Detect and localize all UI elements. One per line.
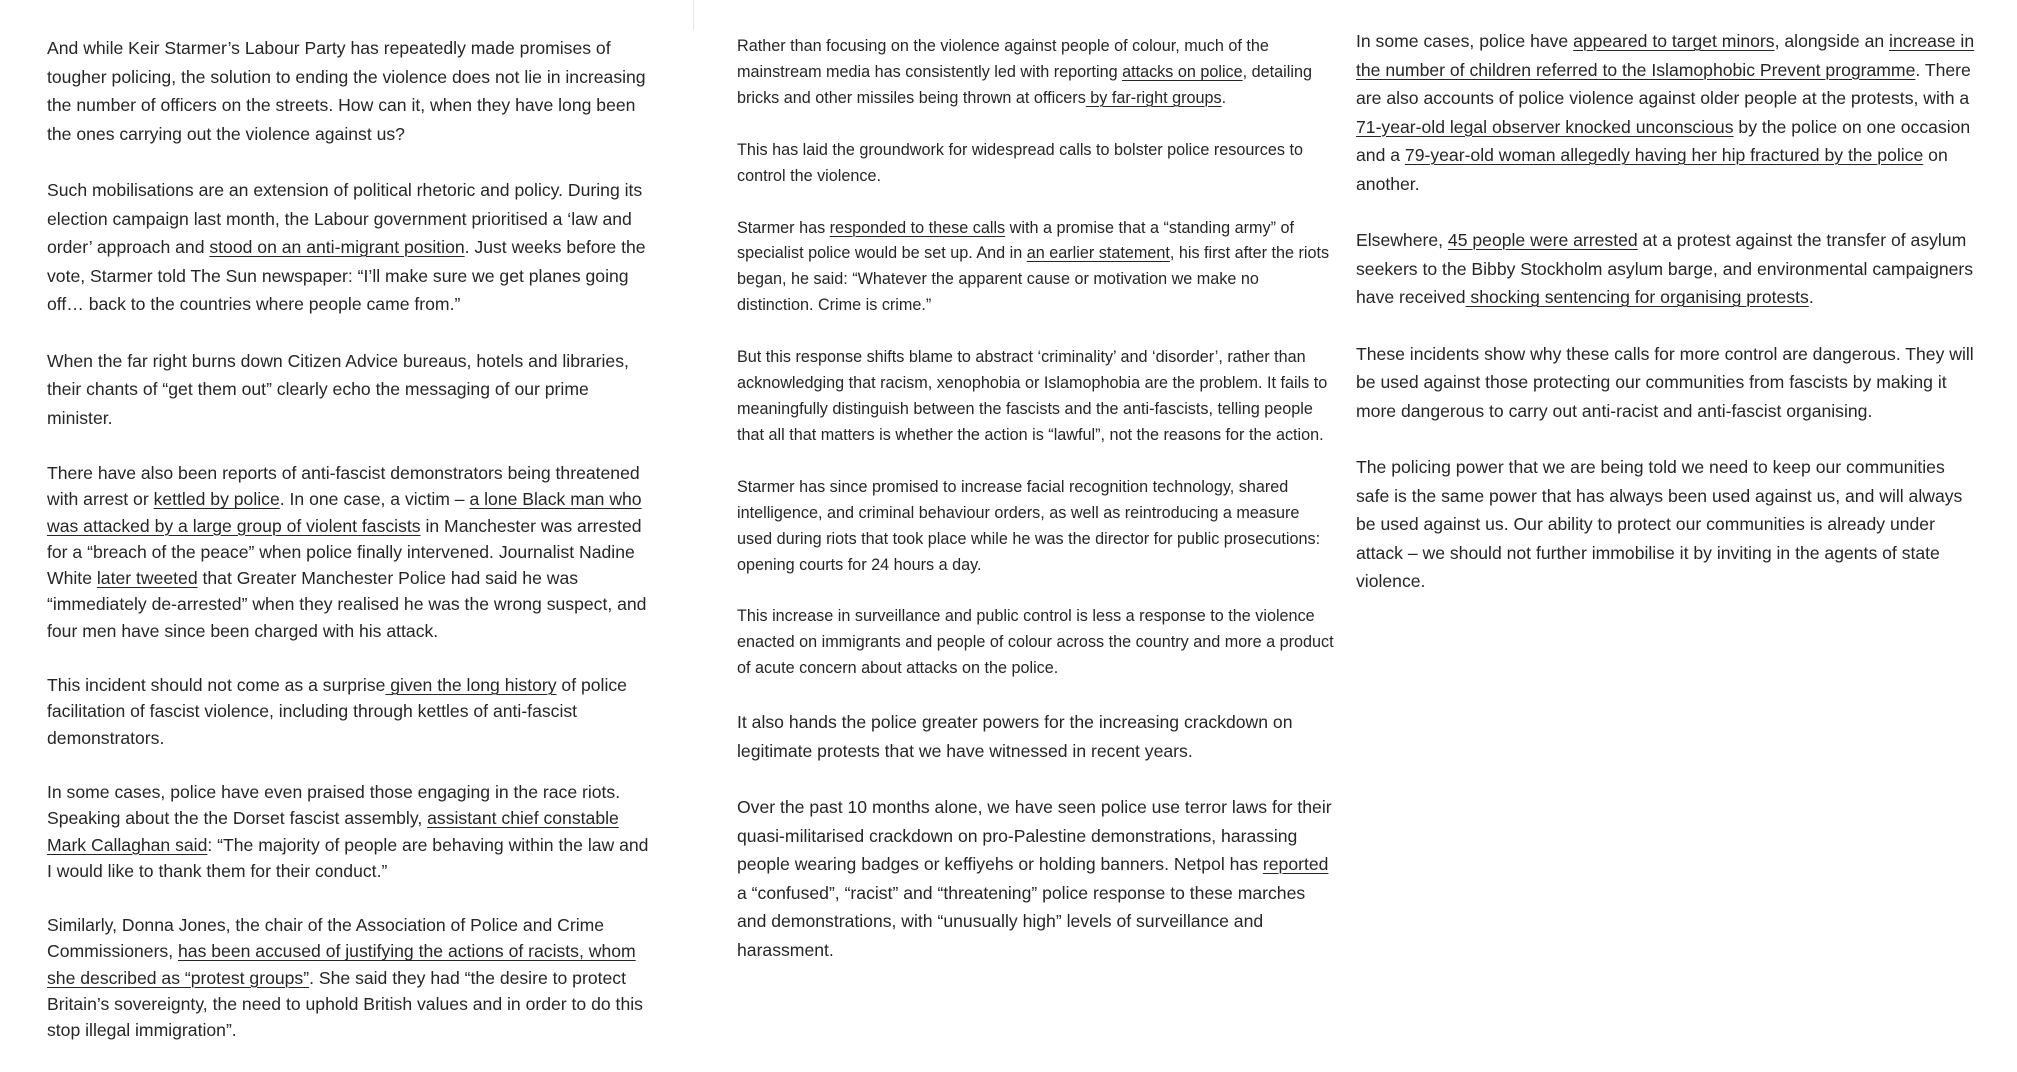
paragraph (1356, 453, 1976, 596)
inline-link[interactable]: 71-year-old legal observer knocked unconscious (1356, 116, 1734, 137)
text-run: in Manchester was arrested for a “breach of the peace” when police finally intervened. Journalist Nadine White (47, 515, 642, 589)
text-run: Such mobilisations are an extension of political rhetoric and policy. During its election campaign last month, the Labour government prioritised a ‘law and order’ approach and (47, 180, 643, 257)
text-run: , alongside an (1774, 31, 1890, 51)
inline-link[interactable]: a lone Black man who was attacked by a large group of violent fascists (47, 489, 642, 536)
text-run: It also hands the police greater powers for the increasing crackdown on legitimate protests that we have witnessed in recent years. (737, 712, 1293, 761)
text-run: , detailing bricks and other missiles being thrown at officers (737, 62, 1312, 107)
text-run: This has laid the groundwork for widespread calls to bolster police resources to control the violence. (737, 140, 1303, 185)
text-run: . She said they had “the desire to protect Britain’s sovereignty, the need to uphold British values and in order to do this stop illegal immigration”. (47, 967, 643, 1041)
paragraph (47, 34, 657, 148)
paragraph (47, 460, 657, 644)
article-column-2 (737, 34, 1337, 992)
text-run: And while Keir Starmer’s Labour Party has repeatedly made promises of tougher policing, the solution to ending the violence does not lie in increasing the number of officers on the streets. How can it, when they have long been the ones carrying out the violence against us? (47, 38, 646, 144)
text-run: on another. (1356, 145, 1948, 194)
paragraph (737, 793, 1337, 964)
text-run: . Just weeks before the vote, Starmer told The Sun newspaper: “I’ll make sure we get planes going off… back to the countries where people came from.” (47, 237, 646, 314)
inline-link[interactable]: stood on an anti-migrant position (209, 237, 465, 257)
paragraph (737, 216, 1337, 320)
text-run: by the police on one occasion and a (1356, 116, 1971, 165)
text-run: This incident should not come as a surprise (47, 675, 386, 696)
inline-link[interactable]: has been accused of justifying the actions of racists, whom she described as “protest groups” (47, 941, 636, 988)
paragraph (737, 604, 1337, 682)
article-column-3 (1356, 27, 1976, 624)
text-run: Starmer has (737, 218, 830, 237)
text-run: Elsewhere, (1356, 230, 1448, 250)
paragraph (47, 912, 657, 1043)
text-run: The policing power that we are being told we need to keep our communities safe is the same power that has always been used against us, and will always be used against us. Our ability to protect our communities is already under attack – we should not further immobilise it by inviting in the agents of state violence. (1356, 457, 1963, 591)
paragraph (47, 176, 657, 319)
paragraph (737, 345, 1337, 449)
paragraph (737, 138, 1337, 190)
paragraph (737, 475, 1337, 579)
text-run: Starmer has since promised to increase facial recognition technology, shared intelligence, and criminal behaviour orders, as well as reintroducing a measure used during riots that took place while he was the director for public prosecutions: opening courts for 24 hours a day. (737, 477, 1321, 574)
paragraph (1356, 340, 1976, 426)
text-run: This increase in surveillance and public control is less a response to the violence enacted on immigrants and people of colour across the country and more a product of acute concern about attacks on the police. (737, 607, 1334, 678)
inline-link[interactable]: assistant chief constable Mark Callaghan said (47, 808, 619, 855)
text-run: These incidents show why these calls for more control are dangerous. They will be used against those protecting our communities from fascists by making it more dangerous to carry out anti-racist and anti-fascist organising. (1356, 343, 1974, 421)
paragraph (737, 34, 1337, 112)
text-run: of police facilitation of fascist violence, including through kettles of anti-fascist demonstrators. (47, 675, 627, 748)
text-run: . In one case, a victim – (279, 489, 470, 510)
text-run: Rather than focusing on the violence against people of colour, much of the mainstream media has consistently led with reporting (737, 37, 1269, 81)
inline-link[interactable]: later tweeted (96, 568, 198, 589)
paragraph (47, 779, 657, 884)
inline-link[interactable]: by far-right groups (1085, 88, 1222, 107)
text-run: In some cases, police have even praised those engaging in the race riots. Speaking about the the Dorset fascist assembly, (47, 781, 621, 829)
text-run: , his first after the riots began, he said: “Whatever the apparent cause or motivation we make no distinction. Crime is crime.” (737, 244, 1330, 315)
text-run: But this response shifts blame to abstract ‘criminality’ and ‘disorder’, rather than acknowledging that racism, xenophobia or Islamophobia are the problem. It fails to meaningfully distinguish between the fascists and the anti-fascists, telling people that all that matters is whether the action is “lawful”, not the reasons for the action. (737, 348, 1328, 444)
inline-link[interactable]: appeared to target minors (1573, 31, 1775, 51)
text-run: Similarly, Donna Jones, the chair of the Association of Police and Crime Commissioners, (47, 915, 605, 962)
inline-link[interactable]: 79-year-old woman allegedly having her hip fractured by the police (1404, 145, 1924, 165)
paragraph (47, 347, 657, 433)
inline-link[interactable]: 45 people were arrested (1447, 230, 1638, 250)
text-run: . (1221, 88, 1227, 107)
text-run: that Greater Manchester Police had said he was “immediately de-arrested” when they realised he was the wrong suspect, and four men have since been charged with his attack. (47, 568, 647, 641)
inline-link[interactable]: shocking sentencing for organising protests (1465, 287, 1809, 307)
text-run: Over the past 10 months alone, we have seen police use terror laws for their quasi-militarised crackdown on pro-Palestine demonstrations, harassing people wearing badges or keffiyehs or holding banners. Netpol has (737, 797, 1332, 875)
paragraph (1356, 27, 1976, 198)
inline-link[interactable]: kettled by police (153, 489, 280, 510)
text-run: with a promise that a “standing army” of specialist police would be set up. And in (737, 218, 1294, 263)
text-run: There have also been reports of anti-fascist demonstrators being threatened with arrest or (47, 463, 640, 510)
text-run: In some cases, police have (1356, 31, 1574, 51)
text-run: . There are also accounts of police violence against older people at the protests, with a (1356, 59, 1971, 108)
column-divider (693, 0, 694, 30)
paragraph (737, 708, 1337, 765)
text-run: When the far right burns down Citizen Advice bureaus, hotels and libraries, their chants of “get them out” clearly echo the messaging of our prime minister. (47, 350, 629, 428)
inline-link[interactable]: increase in the number of children referred to the Islamophobic Prevent programme (1356, 31, 1975, 80)
inline-link[interactable]: reported (1262, 854, 1329, 875)
paragraph (1356, 226, 1976, 312)
paragraph (47, 672, 657, 751)
inline-link[interactable]: an earlier statement (1026, 244, 1170, 263)
inline-link[interactable]: attacks on police (1122, 62, 1243, 81)
text-run: : “The majority of people are behaving within the law and I would like to thank them for their conduct.” (47, 834, 649, 881)
inline-link[interactable]: responded to these calls (829, 218, 1006, 237)
inline-link[interactable]: given the long history (385, 675, 557, 696)
text-run: a “confused”, “racist” and “threatening” police response to these marches and demonstrations, with “unusually high” levels of surveillance and harassment. (737, 882, 1306, 960)
text-run: at a protest against the transfer of asylum seekers to the Bibby Stockholm asylum barge, and environmental campaigners have received (1356, 230, 1974, 307)
text-run: . (1808, 287, 1814, 307)
article-column-1 (47, 34, 657, 1072)
